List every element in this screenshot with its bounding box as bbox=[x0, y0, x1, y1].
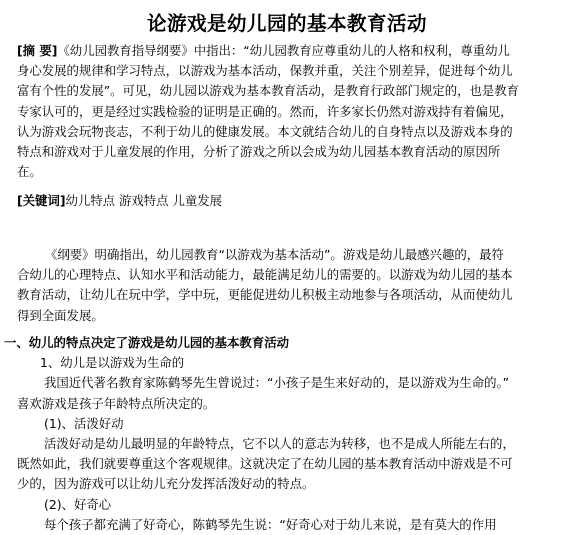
abstract-section bbox=[17, 41, 567, 182]
item-heading: (1)、活泼好动 bbox=[44, 415, 124, 431]
abstract-line: 在。 bbox=[17, 164, 42, 180]
paragraph-line: 我国近代著名教育家陈鹤琴先生曾说过：“小孩子是生来好动的，是以游戏为生命的。” bbox=[44, 375, 510, 391]
abstract-line: 认为游戏会玩物丧志，不利于幼儿的健康发展。本文就结合幼儿的自身特点以及游戏本身的 bbox=[17, 123, 513, 139]
intro-paragraph bbox=[17, 245, 567, 326]
intro-line: 教育活动，让幼儿在玩中学，学中玩，更能促进幼儿积极主动地参与各项活动，从而使幼儿 bbox=[17, 287, 513, 303]
abstract-line: 富有个性的发展”。可见，幼儿园以游戏为基本教育活动，是教育行政部门规定的，也是教育 bbox=[17, 83, 520, 99]
paragraph-line: 既然如此，我们就要尊重这个客观规律。这就决定了在幼儿园的基本教育活动中游戏是不可 bbox=[17, 456, 513, 472]
abstract-line: 专家认可的，更是经过实践检验的证明是正确的。然而，许多家长仍然对游戏持有着偏见， bbox=[17, 103, 513, 119]
keywords-text: 幼儿特点 游戏特点 儿童发展 bbox=[65, 193, 223, 208]
section-heading: 一、幼儿的特点决定了游戏是幼儿园的基本教育活动 bbox=[4, 335, 289, 350]
section-1 bbox=[4, 333, 570, 535]
intro-line: 得到全面发展。 bbox=[17, 307, 104, 323]
item-heading: (2)、好奇心 bbox=[44, 496, 112, 512]
abstract-line: 身心发展的规律和学习特点，以游戏为基本活动，保教并重，关注个别差异，促进每个幼儿 bbox=[17, 63, 513, 79]
paragraph-line: 喜欢游戏是孩子年龄特点所决定的。 bbox=[17, 395, 216, 411]
abstract-line: [摘 要]《幼儿园教育指导纲要》中指出：“幼儿园教育应尊重幼儿的人格和权利，尊重幼儿 bbox=[17, 43, 510, 58]
keywords-section bbox=[17, 191, 567, 211]
intro-line: 《纲要》明确指出，幼儿园教育“以游戏为基本活动”。游戏是幼儿最感兴趣的，最符 bbox=[45, 247, 504, 262]
abstract-tag: [摘 要] bbox=[17, 43, 58, 58]
paragraph-line: 每个孩子都充满了好奇心，陈鹤琴先生说：“好奇心对于幼儿来说，是有莫大的作用 bbox=[44, 516, 497, 532]
keywords-tag: [关键词] bbox=[17, 193, 66, 208]
intro-line: 合幼儿的心理特点、认知水平和活动能力，最能满足幼儿的需要的。以游戏为幼儿园的基本 bbox=[17, 267, 513, 283]
paragraph-line: 少的，因为游戏可以让幼儿充分发挥活泼好动的特点。 bbox=[17, 476, 315, 492]
abstract-line: 特点和游戏对于儿童发展的作用，分析了游戏之所以会成为幼儿园基本教育活动的原因所 bbox=[17, 144, 501, 160]
document-title: 论游戏是幼儿园的基本教育活动 bbox=[146, 12, 427, 35]
subsection-heading: 1、幼儿是以游戏为生命的 bbox=[40, 355, 185, 371]
keywords-line bbox=[17, 191, 567, 211]
paragraph-line: 活泼好动是幼儿最明显的年龄特点，它不以人的意志为转移，也不是成人所能左右的， bbox=[44, 436, 515, 452]
